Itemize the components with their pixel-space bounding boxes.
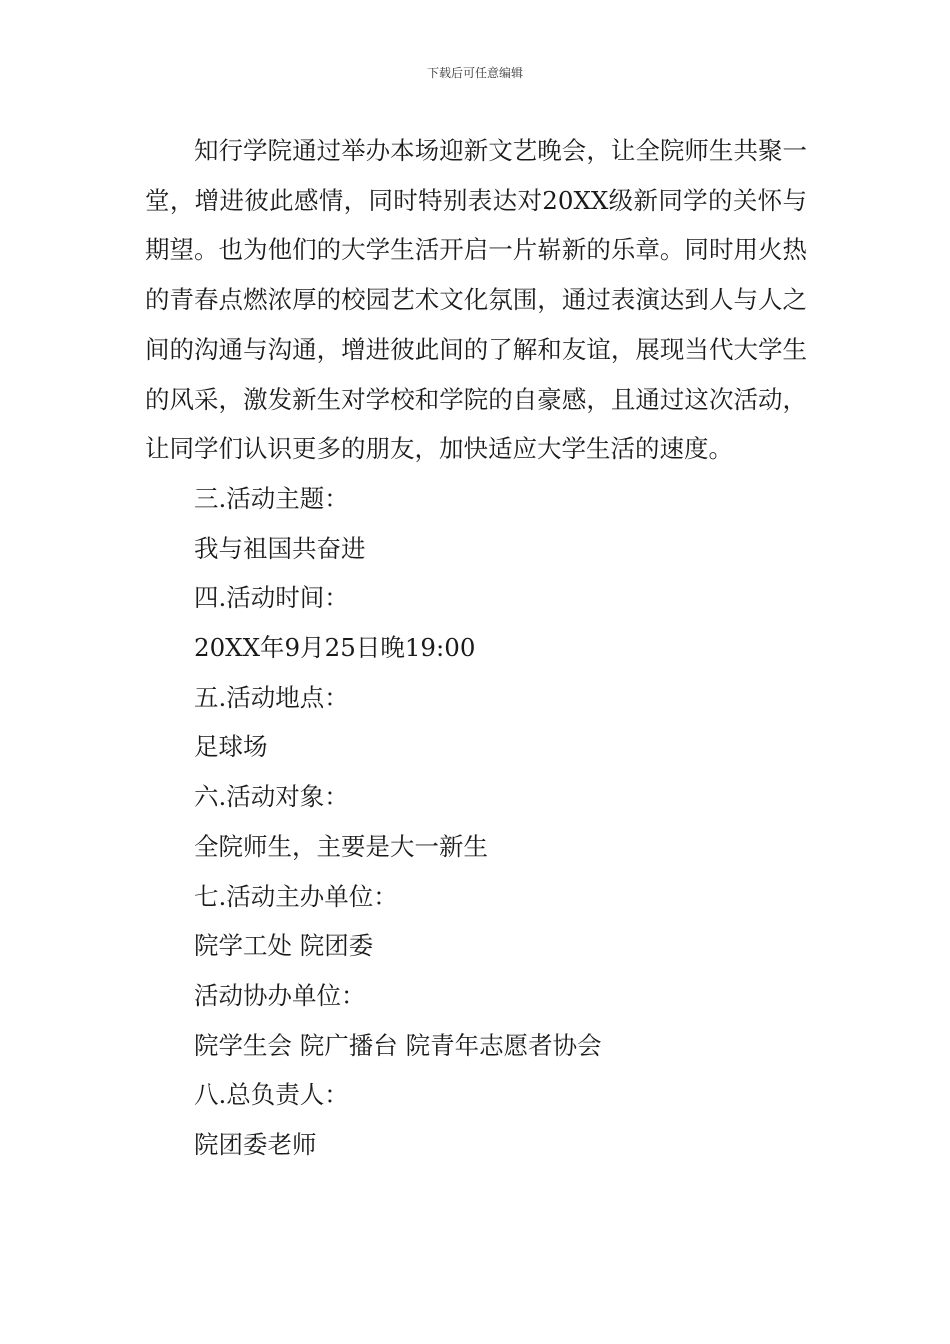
section-heading-time: 四.活动时间： (194, 583, 349, 613)
section-content-location: 足球场 (194, 732, 268, 762)
document-body (145, 126, 807, 1170)
section-heading-organizer: 七.活动主办单位： (194, 881, 398, 911)
section-content-theme: 我与祖国共奋进 (194, 533, 366, 563)
section-heading-leader: 八.总负责人： (194, 1080, 349, 1110)
section-heading-location: 五.活动地点： (194, 682, 349, 712)
section-content-time: 20XX年9月25日晚19:00 (194, 633, 476, 663)
section-heading-co-organizer: 活动协办单位： (194, 980, 366, 1010)
section-heading-audience: 六.活动对象： (194, 782, 349, 812)
intro-paragraph: 知行学院通过举办本场迎新文艺晚会，让全院师生共聚一堂，增进彼此感情，同时特别表达对20XX级新同学的关怀与期望。也为他们的大学生活开启一片崭新的乐章。同时用火热的青春点燃浓厚的校园艺术文化氛围，通过表演达到人与人之间的沟通与沟通，增进彼此间的了解和友谊，展现当代大学生的风采，激发新生对学校和学院的自豪感，且通过这次活动，让同学们认识更多的朋友，加快适应大学生活的速度。 (145, 136, 807, 464)
section-content-leader: 院团委老师 (194, 1130, 317, 1160)
section-heading-theme: 三.活动主题： (194, 483, 349, 513)
section-content-audience: 全院师生，主要是大一新生 (194, 831, 488, 861)
page-header: 下载后可任意编辑 (426, 66, 523, 80)
section-content-co-organizer: 院学生会 院广播台 院青年志愿者协会 (194, 1030, 602, 1060)
section-content-organizer: 院学工处 院团委 (194, 931, 374, 961)
